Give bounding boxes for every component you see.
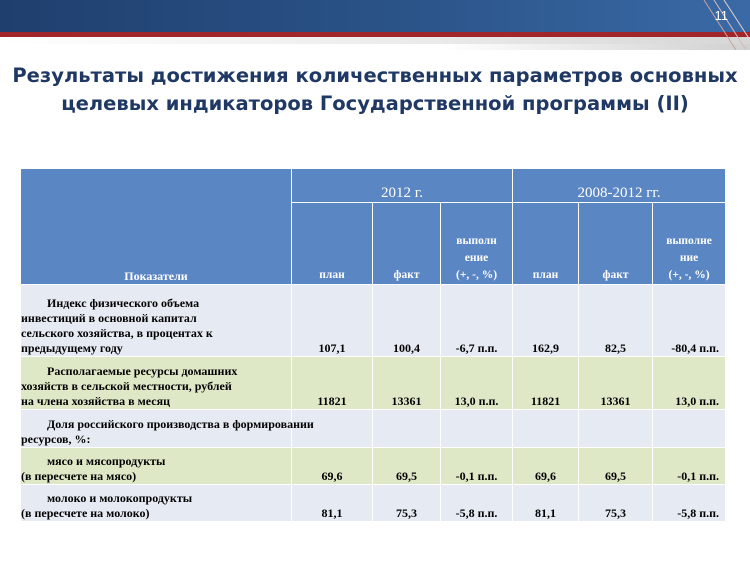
header-execution-2008-2012-line3: (+, -, %) <box>668 269 710 281</box>
header-period-2008-2012: 2008-2012 гг. <box>513 169 726 203</box>
indicators-table <box>20 168 726 522</box>
cell-execution-2008-2012: -5,8 п.п. <box>653 485 726 522</box>
row-label <box>21 285 292 357</box>
header-execution-2012-line1: выполн <box>456 235 497 247</box>
title-line-1: Результаты достижения количественных параметров основных <box>12 64 738 87</box>
cell-execution-2012: -0,1 п.п. <box>441 448 513 485</box>
header-indicators: Показатели <box>21 169 292 285</box>
row-label-line: ресурсов, %: <box>21 432 91 446</box>
cell-execution-2008-2012: 13,0 п.п. <box>653 357 726 410</box>
header-plan-2008-2012: план <box>513 203 579 285</box>
row-label-line: Индекс физического объема <box>47 296 200 310</box>
cell-execution-2008-2012: -80,4 п.п. <box>653 285 726 357</box>
row-label-line: предыдущему году <box>21 341 123 355</box>
cell-plan-2008-2012: 81,1 <box>513 485 579 522</box>
row-label-line: Доля российского производства в формировании <box>47 417 314 431</box>
header-fact-2008-2012: факт <box>579 203 653 285</box>
cell-fact-2012: 69,5 <box>373 448 441 485</box>
row-label-line: сельского хозяйства, в процентах к <box>21 326 213 340</box>
cell-fact-2012 <box>373 410 441 448</box>
header-row <box>21 169 726 203</box>
table-row-household-resources <box>21 357 726 410</box>
title-line-2: целевых индикаторов Государственной программы (II) <box>61 92 689 115</box>
cell-plan-2008-2012 <box>513 410 579 448</box>
row-label-line: Располагаемые ресурсы домашних <box>47 364 238 378</box>
table-row-russian-share <box>21 410 726 448</box>
header-execution-2008-2012-line2: ние <box>679 252 699 264</box>
cell-fact-2008-2012 <box>579 410 653 448</box>
row-label-line: молоко и молокопродукты <box>47 491 193 505</box>
header-execution-2012-line2: ение <box>464 252 489 264</box>
cell-fact-2008-2012: 13361 <box>579 357 653 410</box>
header-execution-2008-2012-line1: выполне <box>666 235 712 247</box>
cell-execution-2012: 13,0 п.п. <box>441 357 513 410</box>
cell-plan-2008-2012: 162,9 <box>513 285 579 357</box>
cell-fact-2012: 75,3 <box>373 485 441 522</box>
cell-execution-2012: -5,8 п.п. <box>441 485 513 522</box>
cell-execution-2012 <box>441 410 513 448</box>
header-execution-2012 <box>441 203 513 285</box>
row-label <box>21 485 292 522</box>
page-title <box>0 62 750 118</box>
cell-plan-2012: 81,1 <box>292 485 373 522</box>
row-label-line: инвестиций в основной капитал <box>21 311 197 325</box>
table-row-investment-index <box>21 285 726 357</box>
header-execution-2008-2012 <box>653 203 726 285</box>
cell-plan-2012: 69,6 <box>292 448 373 485</box>
cell-fact-2008-2012: 69,5 <box>579 448 653 485</box>
table-row-milk <box>21 485 726 522</box>
row-label-line: (в пересчете на молоко) <box>21 506 150 520</box>
row-label-line: мясо и мясопродукты <box>47 454 166 468</box>
cell-plan-2008-2012: 69,6 <box>513 448 579 485</box>
cell-fact-2012: 100,4 <box>373 285 441 357</box>
row-label <box>21 410 314 448</box>
header-period-2012: 2012 г. <box>292 169 513 203</box>
top-banner <box>0 0 750 32</box>
row-label <box>21 448 292 485</box>
header-fact-2012: факт <box>373 203 441 285</box>
row-label <box>21 357 292 410</box>
row-label-line: (в пересчете на мясо) <box>21 469 137 483</box>
slide-number: 11 <box>714 8 728 23</box>
cell-fact-2008-2012: 82,5 <box>579 285 653 357</box>
cell-plan-2012: 107,1 <box>292 285 373 357</box>
gray-stripe <box>0 37 750 44</box>
header-execution-2012-line3: (+, -, %) <box>455 269 498 281</box>
row-label-line: хозяйств в сельской местности, рублей <box>21 379 232 393</box>
cell-execution-2008-2012: -0,1 п.п. <box>653 448 726 485</box>
cell-plan-2008-2012: 11821 <box>513 357 579 410</box>
row-label-line: на члена хозяйства в месяц <box>21 394 170 408</box>
cell-fact-2008-2012: 75,3 <box>579 485 653 522</box>
cell-fact-2012: 13361 <box>373 357 441 410</box>
table-row-meat <box>21 448 726 485</box>
cell-execution-2012: -6,7 п.п. <box>441 285 513 357</box>
cell-execution-2008-2012 <box>653 410 726 448</box>
cell-plan-2012: 11821 <box>292 357 373 410</box>
header-plan-2012: план <box>292 203 373 285</box>
